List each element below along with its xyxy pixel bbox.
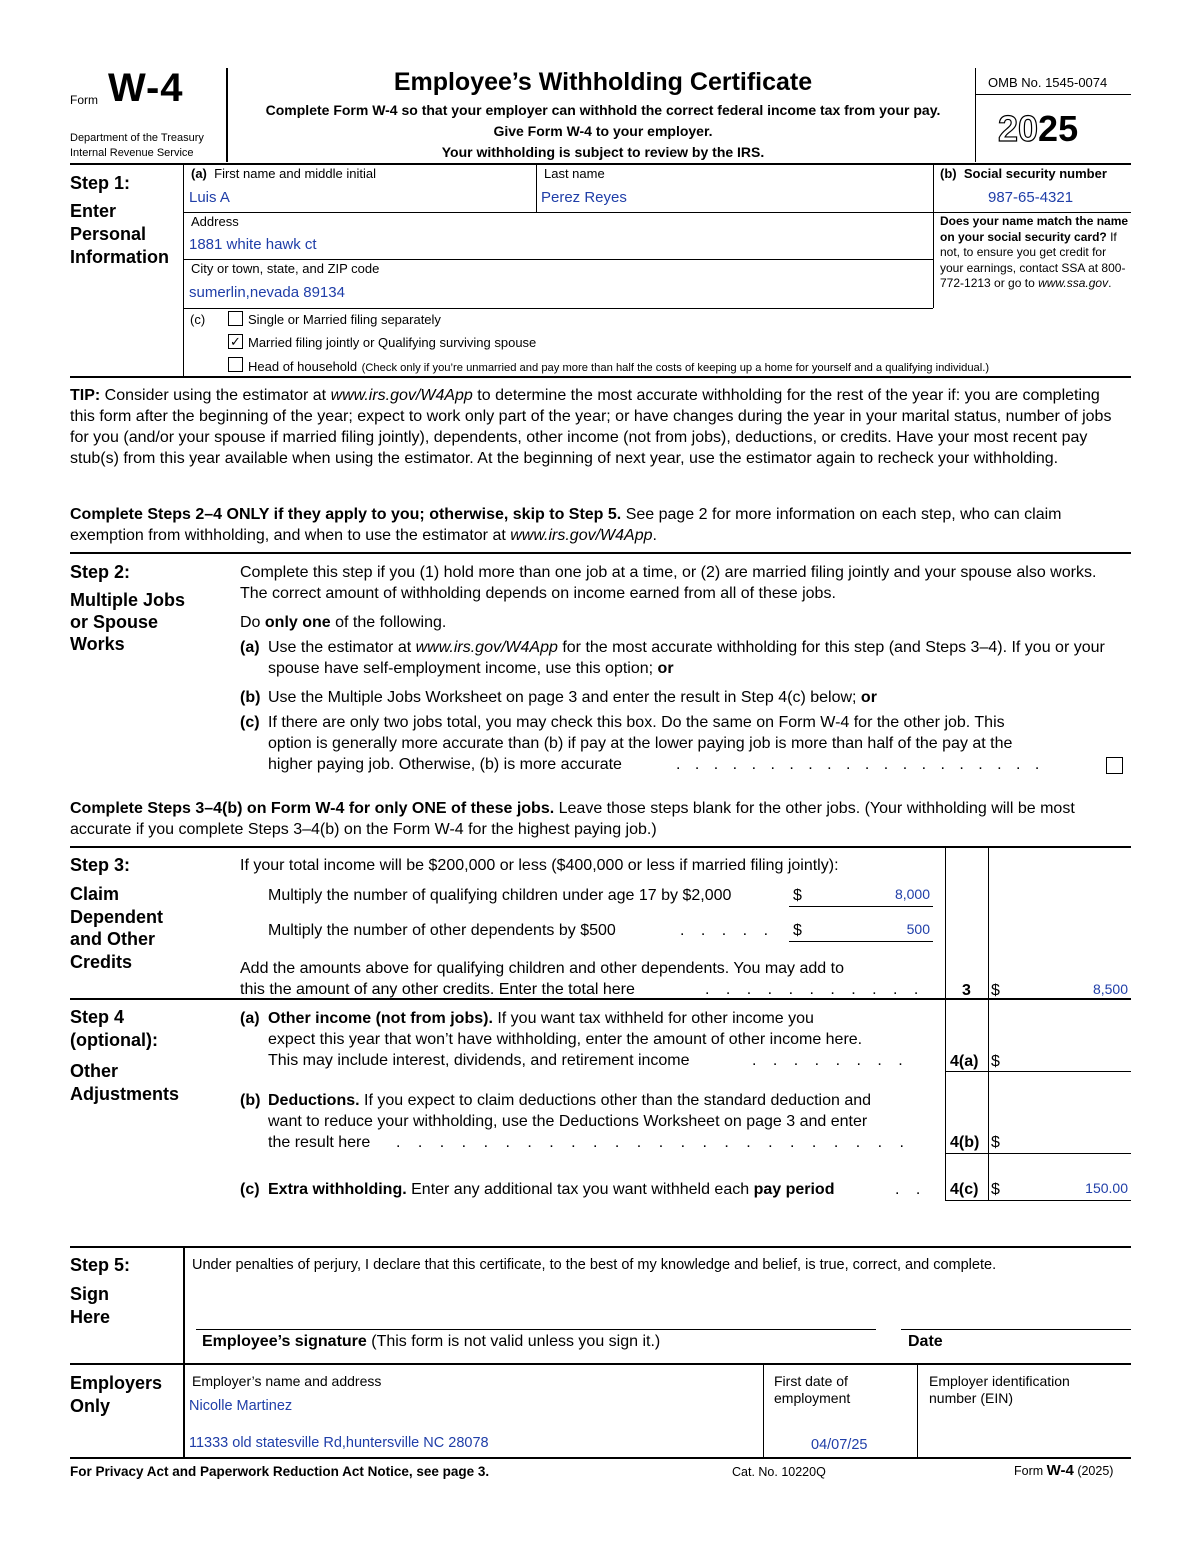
- step3-row2-label: Multiply the number of other dependents by $500: [268, 922, 616, 939]
- complete-steps-3-4: [70, 798, 1128, 840]
- footer-form-pre: Form: [1014, 1464, 1047, 1478]
- step4-c-text: [268, 1179, 834, 1200]
- step4-c-tag: (c): [240, 1181, 260, 1198]
- qualifying-children-amount[interactable]: 8,000: [894, 886, 930, 902]
- step2-title-2: or Spouse: [70, 612, 159, 632]
- step4-c-dots: . .: [895, 1181, 927, 1198]
- last-name-input[interactable]: Perez Reyes: [541, 189, 627, 206]
- footer-form-number: W-4: [1046, 1462, 1074, 1479]
- step4-b-dots: . . . . . . . . . . . . . . . . . . . . . . . .: [396, 1134, 911, 1151]
- step4-title-2: Adjustments: [70, 1084, 180, 1104]
- step1-label: Step 1:: [70, 173, 131, 193]
- footer-privacy: For Privacy Act and Paperwork Reduction Act Notice, see page 3.: [70, 1464, 490, 1479]
- step2-do-bold: only one: [264, 614, 331, 631]
- step2-intro: Complete this step if you (1) hold more than one job at a time, or (2) are married filing jointly and your spouse also works. The correct amount of withholding depends on income earned from all of these jobs.: [240, 564, 1097, 602]
- checkbox-married-jointly-mark: ✓: [230, 334, 241, 349]
- ssn-tag: (b): [940, 166, 957, 181]
- line-3-number: 3: [962, 982, 971, 999]
- step3-title-1: Claim: [70, 884, 120, 904]
- step2-c-dots: . . . . . . . . . . . . . . . . . . . .: [676, 756, 1045, 773]
- step4-b-line2: want to reduce your withholding, use the Deductions Worksheet on page 3 and enter: [268, 1113, 868, 1130]
- step4-c-bold2: pay period: [753, 1181, 835, 1198]
- first-name-input[interactable]: Luis A: [189, 189, 230, 206]
- tip-paragraph: [70, 385, 1128, 469]
- step2-b-body: Use the Multiple Jobs Worksheet on page 3 and enter the result in Step 4(c) below;: [268, 689, 861, 706]
- ssa-note-bold: Does your name match the name on your social security card?: [940, 214, 1129, 244]
- header-instruction-3: Your withholding is subject to review by the IRS.: [441, 144, 765, 160]
- complete-steps-2-4-text: See page 2 for more information on each step, who can claim exemption from withholding, and when to use the estimator at: [70, 506, 1062, 544]
- perjury-statement: Under penalties of perjury, I declare that this certificate, to the best of my knowledge and belief, is true, correct, and complete.: [192, 1257, 997, 1273]
- ein-label-2: number (EIN): [929, 1390, 1014, 1406]
- ein-label-1: Employer identification: [929, 1373, 1070, 1389]
- ssa-note-end: .: [1108, 276, 1112, 290]
- complete-steps-3-4-bold: Complete Steps 3–4(b) on Form W-4 for only ONE of these jobs.: [70, 800, 555, 817]
- step2-c-tag: (c): [240, 714, 260, 731]
- ssa-link[interactable]: www.ssa.gov: [1038, 276, 1109, 290]
- step2-b-or: or: [860, 689, 877, 706]
- line-4b-dollar: $: [991, 1134, 1000, 1151]
- step3-label: Step 3:: [70, 855, 131, 875]
- footer-form-year: (2025): [1073, 1464, 1114, 1478]
- step2-c-line3: higher paying job. Otherwise, (b) is more accurate: [268, 756, 622, 773]
- estimator-link-3[interactable]: www.irs.gov/W4App: [415, 639, 558, 656]
- filing-status-tag: (c): [190, 312, 206, 327]
- header-instruction-2: Give Form W-4 to your employer.: [493, 123, 713, 139]
- complete-steps-2-4-bold: Complete Steps 2–4 ONLY if they apply to you; otherwise, skip to Step 5.: [70, 506, 622, 523]
- ssa-note-text: If not, to ensure you get credit for your earnings, contact SSA at 800-772-1213 or go to: [940, 229, 1126, 290]
- address-input[interactable]: 1881 white hawk ct: [189, 236, 317, 253]
- step4-b-bold: Deductions.: [268, 1092, 360, 1109]
- step2-a-text: [268, 637, 1126, 679]
- line-4b-number: 4(b): [950, 1134, 980, 1151]
- step3-intro: If your total income will be $200,000 or less ($400,000 or less if married filing jointly):: [240, 857, 839, 874]
- signature-line-label[interactable]: [202, 1333, 660, 1351]
- line-4c-dollar: $: [991, 1181, 1000, 1198]
- step4-a-line2: expect this year that won’t have withholding, enter the amount of other income here.: [268, 1031, 863, 1048]
- step4-c-body: Enter any additional tax you want withheld each: [406, 1181, 754, 1198]
- employers-only: Only: [70, 1396, 111, 1416]
- step4-b-text1: If you expect to claim deductions other than the standard deduction and: [359, 1092, 872, 1109]
- checkbox-head-of-household[interactable]: [228, 357, 243, 372]
- ssa-note: [940, 214, 1132, 292]
- complete-steps-2-4-end: .: [652, 527, 657, 544]
- step2-a-or: or: [657, 660, 674, 677]
- step2-a-post: for the most accurate withholding for this step (and Steps 3–4). If you or your spouse have self-employment income, use this option;: [268, 639, 1105, 677]
- footer-cat-no: Cat. No. 10220Q: [732, 1465, 826, 1479]
- signature-label-note: (This form is not valid unless you sign it.): [366, 1333, 661, 1350]
- employers-label: Employers: [70, 1373, 163, 1393]
- step2-do-pre: Do: [240, 614, 265, 631]
- step3-row1-dollar: $: [793, 887, 802, 904]
- option-hoh-text: Head of household: [248, 359, 358, 374]
- header-instruction-1: Complete Form W-4 so that your employer can withhold the correct federal income tax from your pay.: [265, 102, 941, 118]
- step4-a-bold: Other income (not from jobs).: [268, 1010, 493, 1027]
- ssn-label-text: Social security number: [963, 166, 1107, 181]
- step2-do-post: of the following.: [330, 614, 447, 631]
- line-4a-number: 4(a): [950, 1053, 979, 1070]
- step3-title-2: Dependent: [70, 907, 164, 927]
- step5-label: Step 5:: [70, 1255, 131, 1275]
- line-4c-number: 4(c): [950, 1181, 979, 1198]
- estimator-link-2[interactable]: www.irs.gov/W4App: [510, 527, 653, 544]
- tax-year-bold: 25: [1038, 108, 1079, 149]
- tip-label: TIP:: [70, 387, 101, 404]
- step4-a-line3: This may include interest, dividends, and retirement income: [268, 1052, 690, 1069]
- option-married-label: Married filing jointly or Qualifying surviving spouse: [248, 335, 537, 350]
- signature-label-bold: Employee’s signature: [202, 1333, 367, 1350]
- step2-label: Step 2:: [70, 562, 131, 582]
- step2-b-tag: (b): [240, 689, 261, 706]
- step4-b-line1: [268, 1090, 871, 1111]
- step3-title-4: Credits: [70, 952, 133, 972]
- step2-do-one: [240, 612, 446, 633]
- employer-name-input[interactable]: Nicolle Martinez: [189, 1398, 293, 1414]
- step3-title-3: and Other: [70, 929, 156, 949]
- department-line: Department of the Treasury: [70, 132, 204, 144]
- omb-number: OMB No. 1545-0074: [988, 75, 1108, 90]
- step3-add-dots: . . . . . . . . . . .: [705, 981, 925, 998]
- step2-title-3: Works: [70, 634, 125, 654]
- step4-a-text1: If you want tax withheld for other income you: [492, 1010, 814, 1027]
- first-name-tag: (a): [191, 166, 207, 181]
- step3-add-line2: this the amount of any other credits. Enter the total here: [240, 981, 635, 998]
- step4-title-1: Other: [70, 1061, 119, 1081]
- estimator-link[interactable]: www.irs.gov/W4App: [330, 387, 473, 404]
- step4-b-tag: (b): [240, 1092, 261, 1109]
- ssn-label: [940, 166, 1107, 181]
- step3-row2-dollar: $: [793, 922, 802, 939]
- tip-text-2: to determine the most accurate withholding for the rest of the year if: you are completing this form after the beginning of the year; expect to work only part of the year; or have changes during the year in your marital status, number of jobs for you (and/or your spouse if married filing jointly), dependents, other income (not from jobs), deductions, or credits. Have your most recent pay stub(s) from this year available when using the estimator. At the beginning of next year, use the estimator again to recheck your withholding.: [70, 387, 1112, 467]
- employer-address-input[interactable]: 11333 old statesville Rd,huntersville NC 28078: [189, 1435, 489, 1451]
- form-title: Employee’s Withholding Certificate: [393, 68, 813, 96]
- first-date-label-1: First date of: [774, 1373, 848, 1389]
- line-3-total[interactable]: 8,500: [1092, 981, 1128, 997]
- irs-line: Internal Revenue Service: [70, 147, 194, 159]
- step2-b-text: [268, 687, 1126, 708]
- line-3-dollar: $: [991, 982, 1000, 999]
- step2-a-pre: Use the estimator at: [268, 639, 416, 656]
- first-date-input[interactable]: 04/07/25: [811, 1437, 868, 1453]
- step4-a-line1: [268, 1008, 814, 1029]
- other-dependents-amount[interactable]: 500: [906, 921, 930, 937]
- step4-c-bold: Extra withholding.: [268, 1181, 407, 1198]
- step5-title-2: Here: [70, 1307, 111, 1327]
- complete-steps-2-4: [70, 504, 1128, 546]
- line-4a-dollar: $: [991, 1053, 1000, 1070]
- step2-title-1: Multiple Jobs: [70, 590, 186, 610]
- step1-title-2: Personal: [70, 224, 147, 244]
- tip-text-1: Consider using the estimator at: [100, 387, 331, 404]
- form-label: Form: [70, 93, 98, 107]
- ein-input[interactable]: [925, 1415, 1125, 1451]
- step2-c-line2: option is generally more accurate than (b) if pay at the lower paying job is more than half of the pay at the: [268, 735, 1013, 752]
- checkbox-married-jointly[interactable]: [228, 334, 243, 349]
- ssn-input[interactable]: 987-65-4321: [988, 189, 1074, 206]
- step2-c-line1: If there are only two jobs total, you may check this box. Do the same on Form W-4 for the other job. This: [268, 714, 1005, 731]
- option-hoh-label: [248, 358, 989, 376]
- last-name-label: Last name: [544, 166, 605, 181]
- complete-steps-3-4-text: Leave those steps blank for the other jobs. (Your withholding will be most accurate if you complete Steps 3–4(b) on the Form W-4 for the highest paying job.): [70, 800, 1075, 838]
- option-single-label: Single or Married filing separately: [248, 312, 441, 327]
- city-input[interactable]: sumerlin,nevada 89134: [189, 284, 345, 301]
- option-hoh-note: (Check only if you’re unmarried and pay more than half the costs of keeping up a home for yourself and a qualifying individual.): [361, 362, 990, 374]
- form-number: W-4: [108, 66, 184, 110]
- step3-add-line1: Add the amounts above for qualifying children and other dependents. You may add to: [240, 960, 844, 977]
- step4-label: Step 4: [70, 1007, 125, 1027]
- extra-withholding-amount[interactable]: 150.00: [1085, 1180, 1128, 1196]
- checkbox-single[interactable]: [228, 311, 243, 326]
- first-date-label-2: employment: [774, 1390, 851, 1406]
- first-name-label: [191, 166, 376, 181]
- step4-optional: (optional):: [70, 1030, 158, 1050]
- step3-row2-dots: . . . . .: [680, 922, 775, 939]
- step2-a-tag: (a): [240, 639, 260, 656]
- step4-a-tag: (a): [240, 1010, 260, 1027]
- address-label: Address: [191, 214, 239, 229]
- city-label: City or town, state, and ZIP code: [191, 261, 380, 276]
- first-name-label-text: First name and middle initial: [214, 166, 376, 181]
- employer-name-label: Employer’s name and address: [192, 1373, 382, 1389]
- date-label[interactable]: Date: [908, 1333, 943, 1350]
- tax-year: [998, 108, 1078, 150]
- step5-title-1: Sign: [70, 1284, 109, 1304]
- tax-year-outline: 20: [998, 108, 1039, 149]
- step3-row1-label: Multiply the number of qualifying children under age 17 by $2,000: [268, 887, 732, 904]
- step4-b-line3: the result here: [268, 1134, 371, 1151]
- step4-a-dots: . . . . . . . .: [752, 1052, 909, 1069]
- checkbox-two-jobs[interactable]: [1106, 757, 1123, 774]
- footer-form: [1014, 1462, 1113, 1479]
- step1-title-1: Enter: [70, 201, 117, 221]
- step1-title-3: Information: [70, 247, 169, 267]
